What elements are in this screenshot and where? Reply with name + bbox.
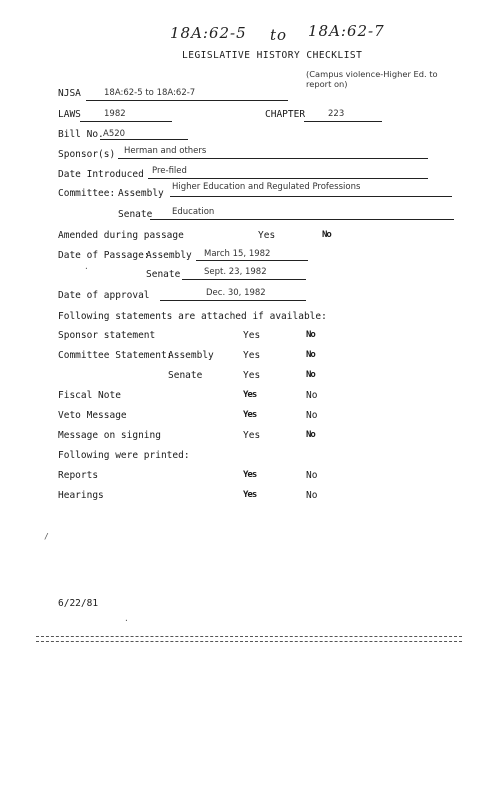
statements-heading: Following statements are attached if available: — [58, 311, 327, 322]
committee-label: Committee: — [58, 188, 116, 199]
bill-value: A520 — [103, 129, 126, 139]
handwritten-range-from: 18A:62-5 — [170, 24, 247, 42]
passage-label: Date of Passage: — [58, 250, 150, 261]
passage-assembly-label: Assembly — [146, 250, 192, 261]
sponsor-statement-no: No — [306, 330, 315, 340]
committee-statement-assembly-no: No — [306, 350, 315, 360]
sponsor-statement-yes: Yes — [243, 330, 261, 341]
printed-heading: Following were printed: — [58, 450, 190, 461]
approval-label: Date of approval — [58, 290, 150, 301]
committee-assembly-line — [170, 196, 452, 197]
signing-message-yes: Yes — [243, 430, 261, 441]
bill-line — [100, 139, 188, 140]
approval-value: Dec. 30, 1982 — [206, 288, 266, 298]
footer-date: 6/22/81 — [58, 598, 99, 609]
committee-statement-assembly-yes: Yes — [243, 350, 261, 361]
handwritten-to: to — [270, 26, 288, 44]
committee-senate-label: Senate — [118, 209, 153, 220]
veto-message-label: Veto Message — [58, 410, 127, 421]
committee-statement-senate-label: Senate — [168, 370, 203, 381]
chapter-value: 223 — [328, 109, 345, 119]
laws-value: 1982 — [104, 109, 126, 119]
page-title: LEGISLATIVE HISTORY CHECKLIST — [182, 50, 363, 61]
dashed-line-top — [36, 636, 462, 637]
committee-assembly-value: Higher Education and Regulated Professions — [172, 182, 361, 192]
hearings-no: No — [306, 490, 318, 501]
stray-dot-2: · — [124, 616, 129, 625]
introduced-value: Pre-filed — [152, 166, 187, 176]
veto-message-no: No — [306, 410, 318, 421]
stray-mark: / — [44, 532, 49, 541]
sponsors-line — [118, 158, 428, 159]
njsa-line — [86, 100, 288, 101]
stray-dot: · — [84, 264, 89, 273]
committee-statement-assembly-label: Assembly — [168, 350, 214, 361]
passage-assembly-line — [196, 260, 308, 261]
committee-assembly-label: Assembly — [118, 188, 164, 199]
chapter-line — [304, 121, 382, 122]
committee-statement-label: Committee Statement: — [58, 350, 173, 361]
introduced-label: Date Introduced — [58, 169, 144, 180]
chapter-label: CHAPTER — [265, 109, 306, 120]
signing-message-label: Message on signing — [58, 430, 161, 441]
passage-senate-line — [182, 279, 306, 280]
committee-statement-senate-yes: Yes — [243, 370, 261, 381]
dashed-line-bottom — [36, 641, 462, 642]
committee-senate-line — [150, 219, 454, 220]
laws-line — [80, 121, 172, 122]
reports-yes: Yes — [243, 470, 257, 480]
fiscal-note-no: No — [306, 390, 318, 401]
sponsors-label: Sponsor(s) — [58, 149, 116, 160]
reports-label: Reports — [58, 470, 99, 481]
amended-label: Amended during passage — [58, 230, 184, 241]
approval-line — [160, 300, 306, 301]
passage-senate-value: Sept. 23, 1982 — [204, 267, 267, 277]
amended-yes: Yes — [258, 230, 276, 241]
fiscal-note-label: Fiscal Note — [58, 390, 121, 401]
laws-label: LAWS — [58, 109, 81, 120]
hearings-yes: Yes — [243, 490, 257, 500]
passage-assembly-value: March 15, 1982 — [204, 249, 271, 259]
amended-no: No — [322, 230, 331, 240]
handwritten-range-to: 18A:62-7 — [308, 22, 385, 40]
committee-senate-value: Education — [172, 207, 215, 217]
reports-no: No — [306, 470, 318, 481]
hearings-label: Hearings — [58, 490, 104, 501]
signing-message-no: No — [306, 430, 315, 440]
njsa-value: 18A:62-5 to 18A:62-7 — [104, 88, 196, 98]
njsa-note: (Campus violence-Higher Ed. to report on) — [306, 69, 438, 89]
introduced-line — [148, 178, 428, 179]
fiscal-note-yes: Yes — [243, 390, 257, 400]
veto-message-yes: Yes — [243, 410, 257, 420]
bill-label: Bill No. — [58, 129, 104, 140]
sponsor-statement-label: Sponsor statement — [58, 330, 156, 341]
committee-statement-senate-no: No — [306, 370, 315, 380]
sponsors-value: Herman and others — [124, 146, 207, 156]
njsa-label: NJSA — [58, 88, 81, 99]
passage-senate-label: Senate — [146, 269, 181, 280]
